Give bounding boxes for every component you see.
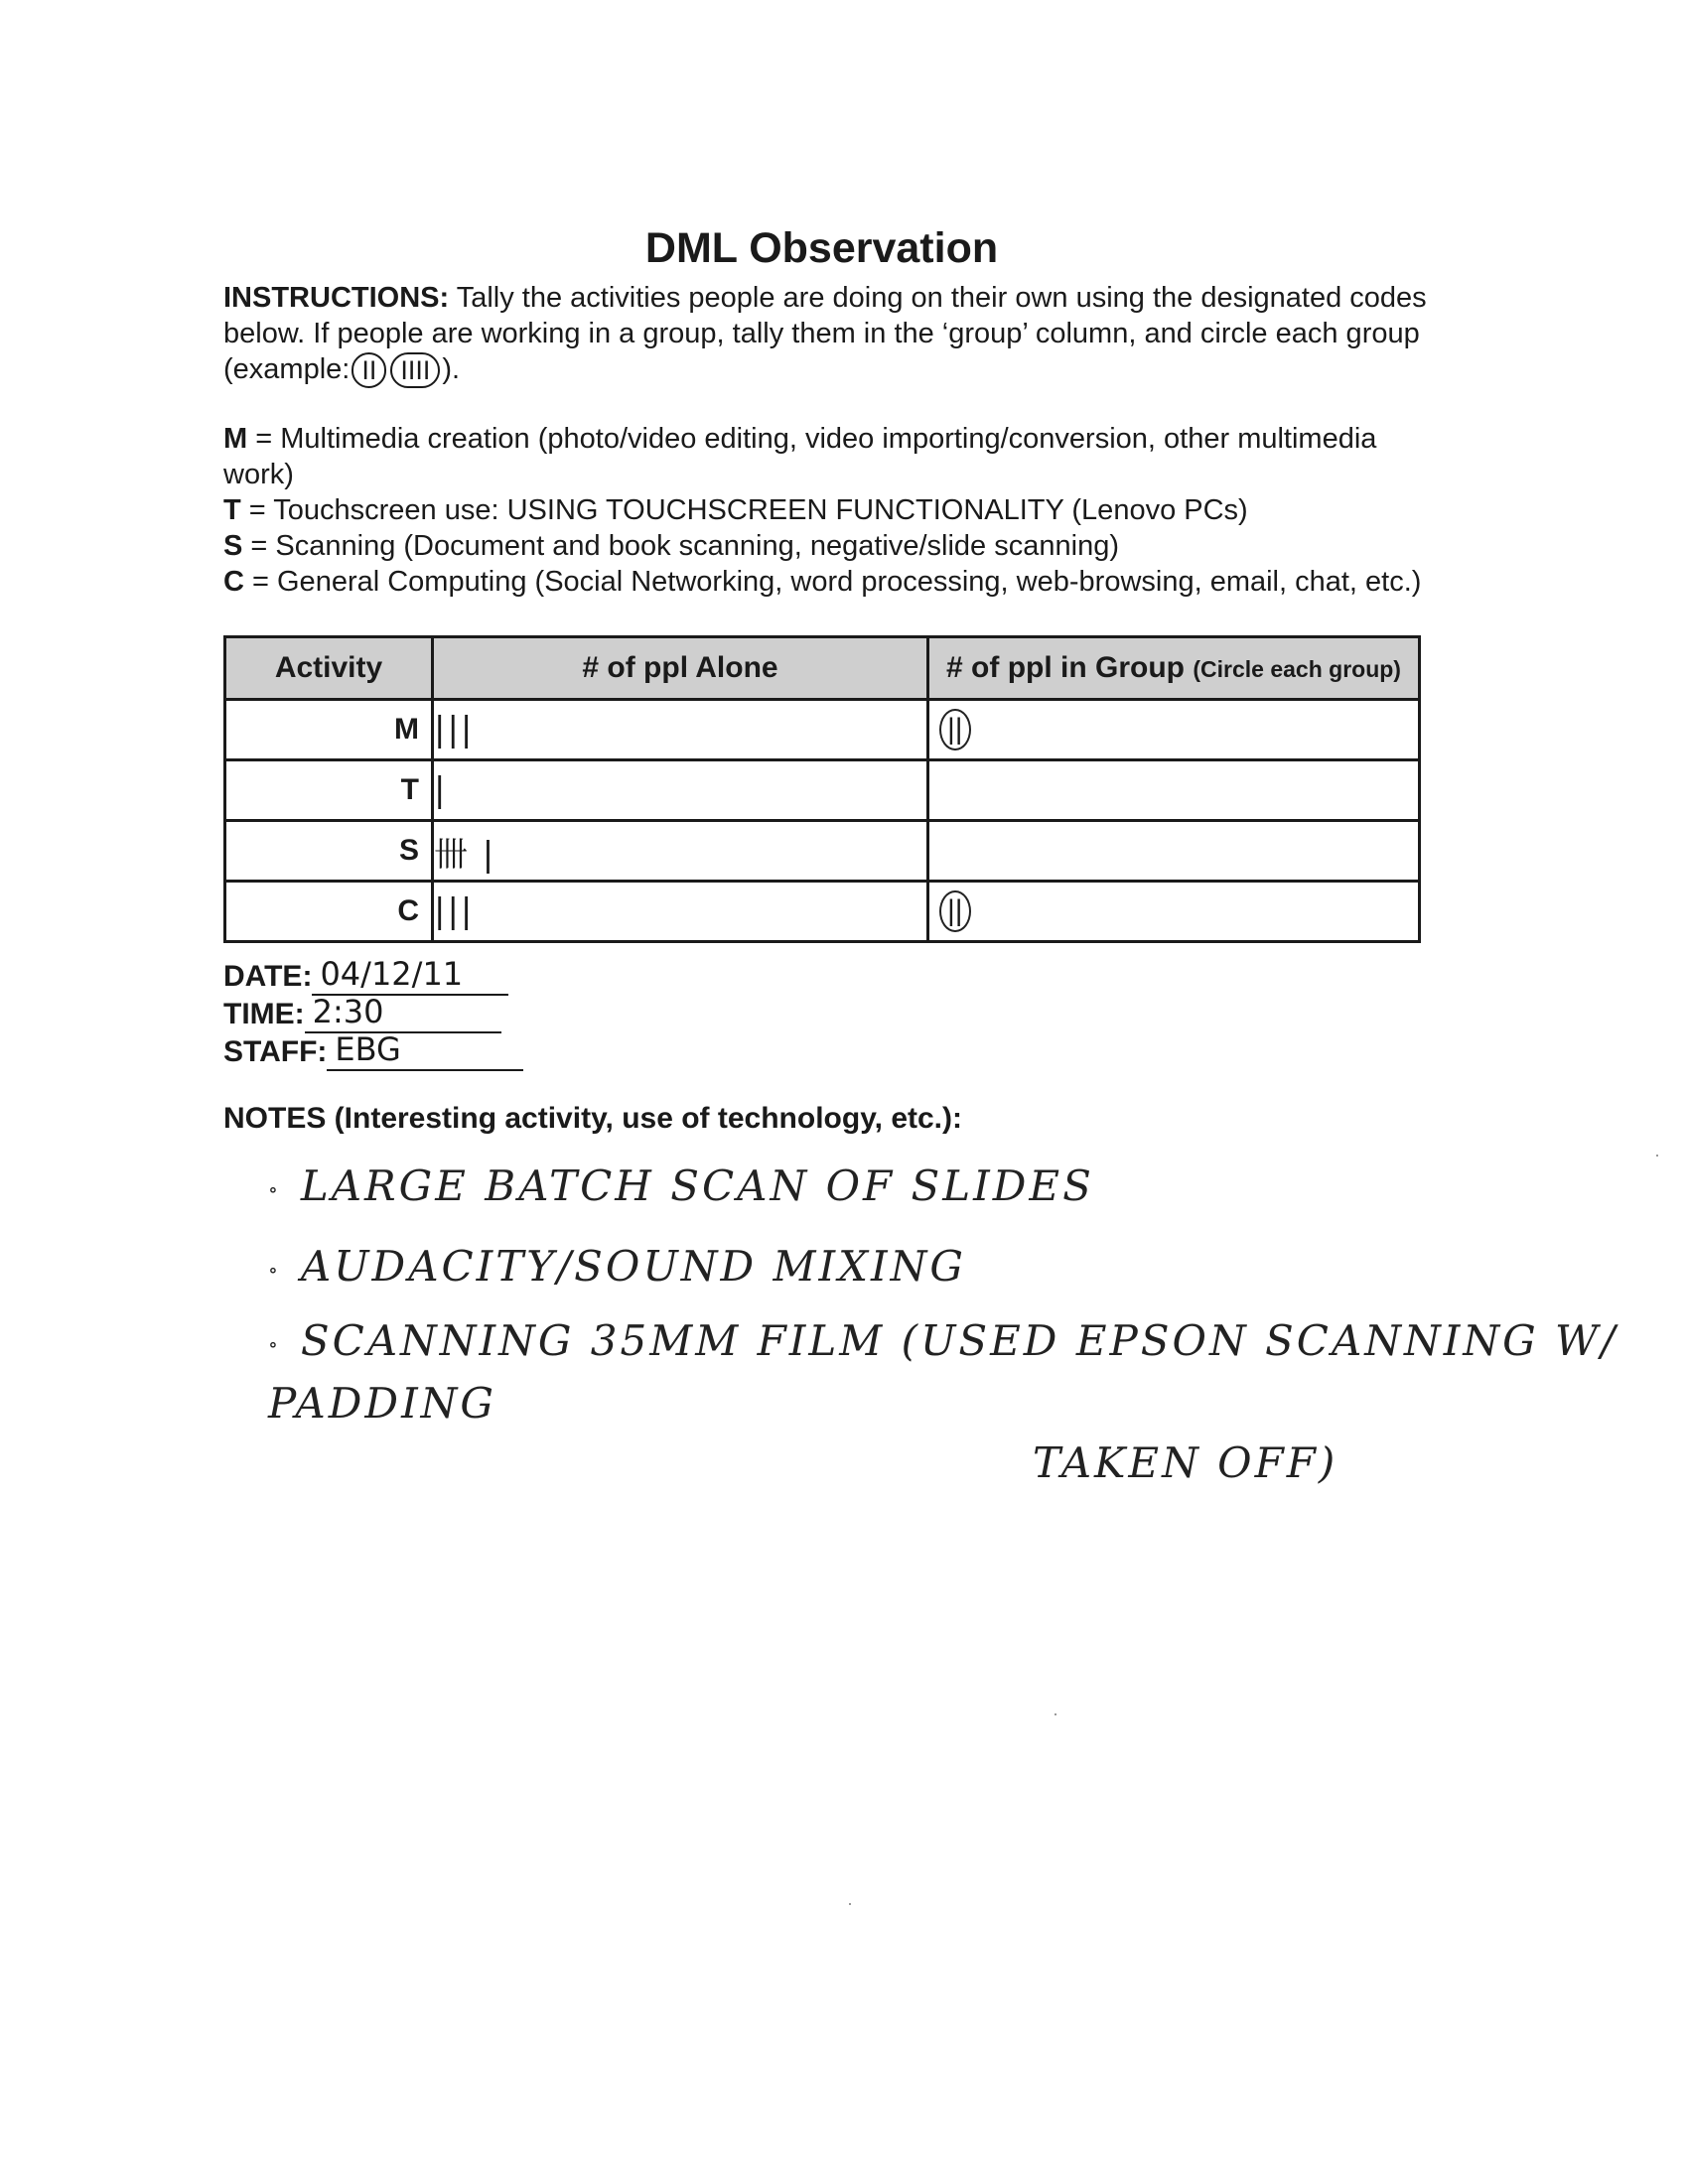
group-cell bbox=[928, 760, 1420, 821]
group-tally-circle: || bbox=[939, 890, 971, 932]
code-item bbox=[223, 528, 1445, 564]
time-label: TIME: bbox=[223, 998, 305, 1030]
group-cell bbox=[928, 700, 1420, 760]
table-row bbox=[225, 760, 1420, 821]
example-group-circle-1: II bbox=[352, 352, 386, 388]
time-field: 2:30 bbox=[305, 996, 501, 1033]
code-description: = Multimedia creation (photo/video editing, video importing/conversion, other multimedia work) bbox=[223, 423, 1377, 490]
scan-speck bbox=[1055, 1713, 1056, 1715]
instructions bbox=[223, 280, 1445, 388]
code-legend bbox=[223, 421, 1445, 600]
table-row bbox=[225, 882, 1420, 942]
bullet-icon: ∘ bbox=[268, 1177, 281, 1201]
code-item bbox=[223, 421, 1445, 492]
alone-tally: 卌 | bbox=[433, 821, 928, 882]
table-row bbox=[225, 700, 1420, 760]
activity-code: S bbox=[225, 821, 433, 882]
date-label: DATE: bbox=[223, 960, 313, 993]
note-text: SCANNING 35MM FILM (USED EPSON SCANNING W/ PADDING bbox=[268, 1316, 1618, 1428]
code-key: S bbox=[223, 530, 243, 562]
activity-code: C bbox=[225, 882, 433, 942]
code-key: T bbox=[223, 494, 241, 526]
header-activity: Activity bbox=[225, 637, 433, 700]
group-tally-circle: || bbox=[939, 709, 971, 751]
code-description: = Touchscreen use: USING TOUCHSCREEN FUNCTIONALITY (Lenovo PCs) bbox=[240, 494, 1248, 526]
code-item bbox=[223, 492, 1445, 528]
notes-heading: NOTES (Interesting activity, use of technology, etc.): bbox=[223, 1102, 962, 1135]
header-group bbox=[928, 637, 1420, 700]
header-alone: # of ppl Alone bbox=[433, 637, 928, 700]
table-header-row bbox=[225, 637, 1420, 700]
code-description: = General Computing (Social Networking, word processing, web-browsing, email, chat, etc.) bbox=[243, 566, 1422, 598]
activity-code: T bbox=[225, 760, 433, 821]
alone-tally: ||| bbox=[433, 700, 928, 760]
date-row bbox=[223, 955, 523, 996]
scan-speck bbox=[1656, 1155, 1658, 1157]
header-group-label: # of ppl in Group bbox=[946, 651, 1186, 684]
staff-row bbox=[223, 1030, 523, 1071]
alone-tally: ||| bbox=[433, 882, 928, 942]
staff-field: EBG bbox=[327, 1033, 523, 1071]
header-group-note: (Circle each group) bbox=[1193, 656, 1401, 682]
scan-speck bbox=[849, 1903, 851, 1905]
date-field: 04/12/11 bbox=[312, 958, 508, 996]
instructions-label: INSTRUCTIONS: bbox=[223, 282, 450, 314]
bullet-icon: ∘ bbox=[268, 1258, 281, 1282]
example-group-circle-2: IIII bbox=[390, 352, 440, 388]
alone-tally: | bbox=[433, 760, 928, 821]
time-row bbox=[223, 993, 523, 1033]
note-text-continued: TAKEN OFF) bbox=[1033, 1438, 1338, 1487]
code-key: C bbox=[223, 566, 244, 598]
note-item bbox=[268, 1157, 1658, 1219]
code-key: M bbox=[223, 423, 248, 455]
note-text: AUDACITY/SOUND MIXING bbox=[300, 1242, 966, 1291]
code-description: = Scanning (Document and book scanning, negative/slide scanning) bbox=[242, 530, 1119, 562]
instructions-text: Tally the activities people are doing on their own using the designated codes below. If people are working in a group, tally them in the ‘group’ column, and circle each group (example: bbox=[223, 282, 1427, 385]
note-item bbox=[268, 1237, 1658, 1299]
tally-table bbox=[223, 635, 1421, 943]
group-cell bbox=[928, 821, 1420, 882]
page-title: DML Observation bbox=[644, 224, 999, 272]
staff-label: STAFF: bbox=[223, 1035, 328, 1068]
note-item bbox=[268, 1311, 1658, 1493]
code-item bbox=[223, 564, 1445, 600]
handwritten-notes bbox=[268, 1157, 1658, 1493]
instructions-text-end: ). bbox=[442, 353, 461, 385]
table-row bbox=[225, 821, 1420, 882]
note-text: LARGE BATCH SCAN OF SLIDES bbox=[300, 1161, 1094, 1210]
observation-meta bbox=[223, 955, 523, 1071]
group-cell bbox=[928, 882, 1420, 942]
activity-code: M bbox=[225, 700, 433, 760]
bullet-icon: ∘ bbox=[268, 1332, 281, 1356]
